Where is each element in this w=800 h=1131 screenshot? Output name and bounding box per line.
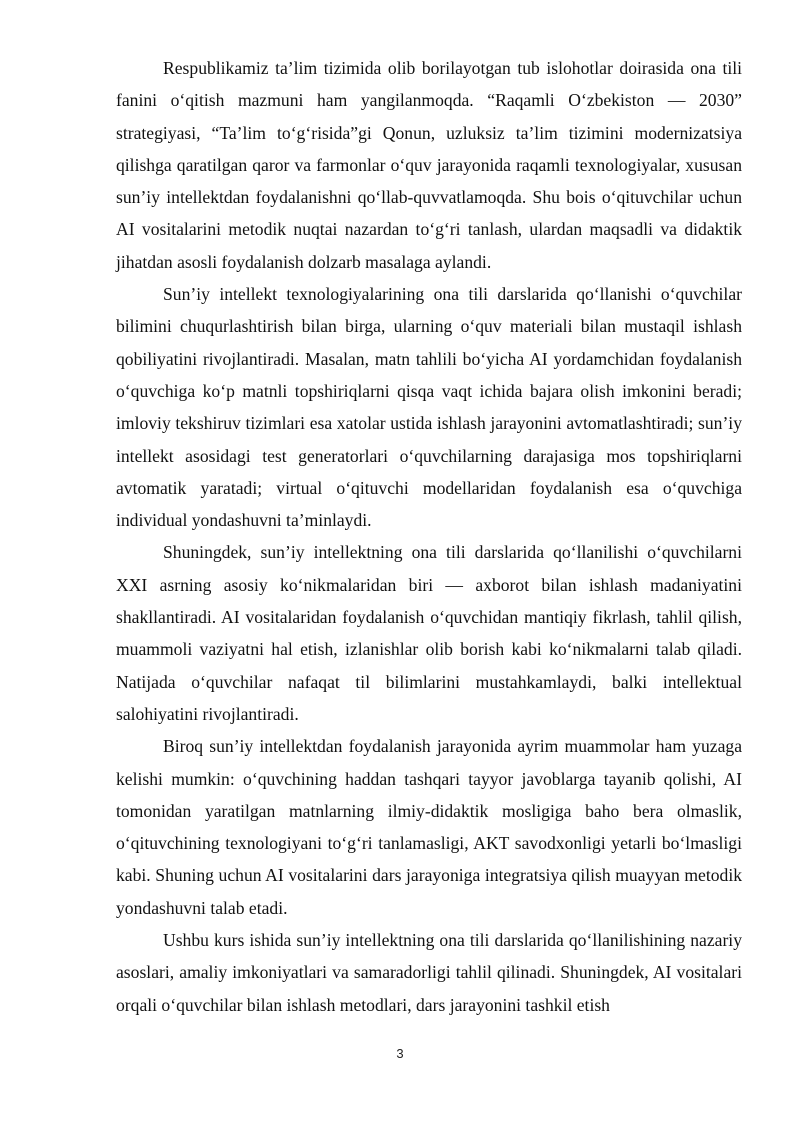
- paragraph-5: Ushbu kurs ishida sun’iy intellektning ona tili darslarida qo‘llanilishining nazariy asoslari, amaliy imkoniyatlari va samaradorligi tahlil qilinadi. Shuningdek, AI vositalari orqali o‘quvchilar bilan ishlash metodlari, dars jarayonini tashkil etish: [116, 930, 742, 1015]
- paragraph-4: Biroq sun’iy intellektdan foydalanish jarayonida ayrim muammolar ham yuzaga kelishi mumkin: o‘quvchining haddan tashqari tayyor javoblarga tayanib qolishi, AI tomonidan yaratilgan matnlarning ilmiy-didaktik mosligiga baho bera olmaslik, o‘qituvchining texnologiyani to‘g‘ri tanlamasligi, AKT savodxonligi yetarli bo‘lmasligi kabi. Shuning uchun AI vositalarini dars jarayoniga integratsiya qilish muayyan metodik yondashuvni talab etadi.: [116, 736, 742, 918]
- page-number: 3: [396, 1046, 404, 1061]
- paragraph-1: Respublikamiz ta’lim tizimida olib borilayotgan tub islohotlar doirasida ona tili fanini o‘qitish mazmuni ham yangilanmoqda. “Raqamli O‘zbekiston — 2030” strategiyasi, “Ta’lim to‘g‘risida”gi Qonun, uzluksiz ta’lim tizimini modernizatsiya qilishga qaratilgan qaror va farmonlar o‘quv jarayonida raqamli texnologiyalar, xususan sun’iy intellektdan foydalanishni qo‘llab-quvvatlamoqda. Shu bois o‘qituvchilar uchun AI vositalarini metodik nuqtai nazardan to‘g‘ri tanlash, ulardan maqsadli va didaktik jihatdan asosli foydalanish dolzarb masalaga aylandi.: [116, 58, 742, 272]
- paragraph-3: Shuningdek, sun’iy intellektning ona tili darslarida qo‘llanilishi o‘quvchilarni XXI asrning asosiy ko‘nikmalaridan biri — axborot bilan ishlash madaniyatini shakllantiradi. AI vositalaridan foydalanish o‘quvchidan mantiqiy fikrlash, tahlil qilish, muammoli vaziyatni hal etish, izlanishlar olib borish kabi ko‘nikmalarni talab qiladi. Natijada o‘quvchilar nafaqat til bilimlarini mustahkamlaydi, balki intellektual salohiyatini rivojlantiradi.: [116, 542, 742, 724]
- paragraph-2: Sun’iy intellekt texnologiyalarining ona tili darslarida qo‘llanishi o‘quvchilar bilimini chuqurlashtirish bilan birga, ularning o‘quv materiali bilan mustaqil ishlash qobiliyatini rivojlantiradi. Masalan, matn tahlili bo‘yicha AI yordamchidan foydalanish o‘quvchiga ko‘p matnli topshiriqlarni qisqa vaqt ichida bajara olish imkonini beradi; imloviy tekshiruv tizimlari esa xatolar ustida ishlash jarayonini avtomatlashtiradi; sun’iy intellekt asosidagi test generatorlari o‘quvchilarning darajasiga mos topshiriqlarni avtomatik yaratadi; virtual o‘qituvchi modellaridan foydalanish esa o‘quvchiga individual yondashuvni ta’minlaydi.: [116, 284, 742, 531]
- body-text: [116, 52, 742, 1021]
